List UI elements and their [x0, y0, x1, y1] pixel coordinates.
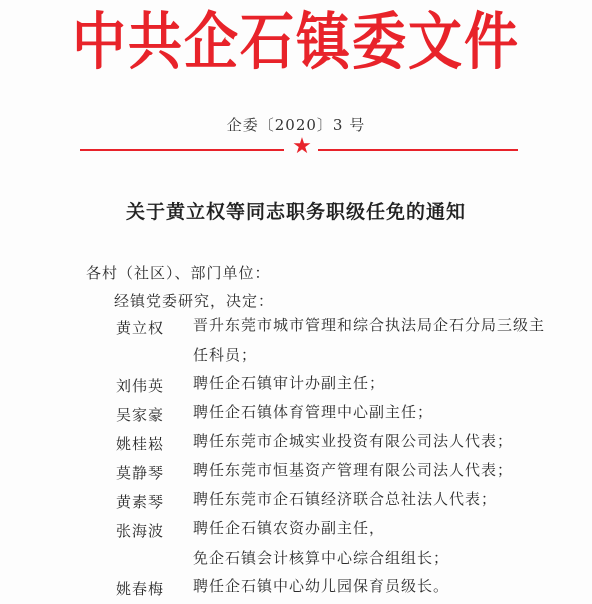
- document-header-title: 中共企石镇委文件: [72, 5, 520, 78]
- person-name: 吴家豪: [116, 406, 165, 424]
- appointment-text: [193, 426, 573, 456]
- document-number: 企委〔2020〕3 号: [226, 116, 366, 134]
- appointment-line: 聘任企石镇农资办副主任，: [193, 519, 386, 537]
- person-name: 黄立权: [116, 319, 165, 337]
- person-name: 刘伟英: [116, 377, 165, 395]
- salutation: 各村（社区）、部门单位：: [86, 264, 271, 282]
- appointment-line: 任科员；: [193, 346, 258, 364]
- red-rule-right: [318, 149, 518, 151]
- person-name: 黄素琴: [116, 493, 165, 511]
- appointment-text: [193, 397, 573, 427]
- appointment-line: 晋升东莞市城市管理和综合执法局企石分局三级主: [193, 316, 546, 334]
- appointment-line: 聘任企石镇体育管理中心副主任；: [193, 403, 434, 421]
- appointment-text: [193, 513, 573, 573]
- appointment-text: [193, 310, 573, 370]
- person-name: 姚春梅: [116, 580, 165, 598]
- appointment-line: 免企石镇会计核算中心综合组组长；: [193, 549, 450, 567]
- notice-title: 关于黄立权等同志职务职级任免的通知: [125, 201, 466, 223]
- appointment-text: [193, 368, 573, 398]
- appointment-line: 聘任企石镇中心幼儿园保育员级长。: [193, 577, 450, 595]
- appointment-line: 聘任东莞市恒基资产管理有限公司法人代表；: [193, 461, 514, 479]
- person-name: 莫静琴: [116, 464, 165, 482]
- appointment-line: 聘任东莞市企城实业投资有限公司法人代表；: [193, 432, 514, 450]
- star-icon: ★: [292, 134, 312, 159]
- appointment-text: [193, 455, 573, 485]
- appointment-line: 聘任企石镇审计办副主任；: [193, 374, 386, 392]
- red-rule-left: [80, 149, 284, 151]
- intro-text: 经镇党委研究，决定：: [114, 292, 275, 310]
- appointment-text: [193, 484, 573, 514]
- appointment-line: 聘任东莞市企石镇经济联合总社法人代表；: [193, 490, 498, 508]
- person-name: 姚桂崧: [116, 435, 165, 453]
- person-name: 张海波: [116, 522, 165, 540]
- appointment-text: [193, 571, 573, 601]
